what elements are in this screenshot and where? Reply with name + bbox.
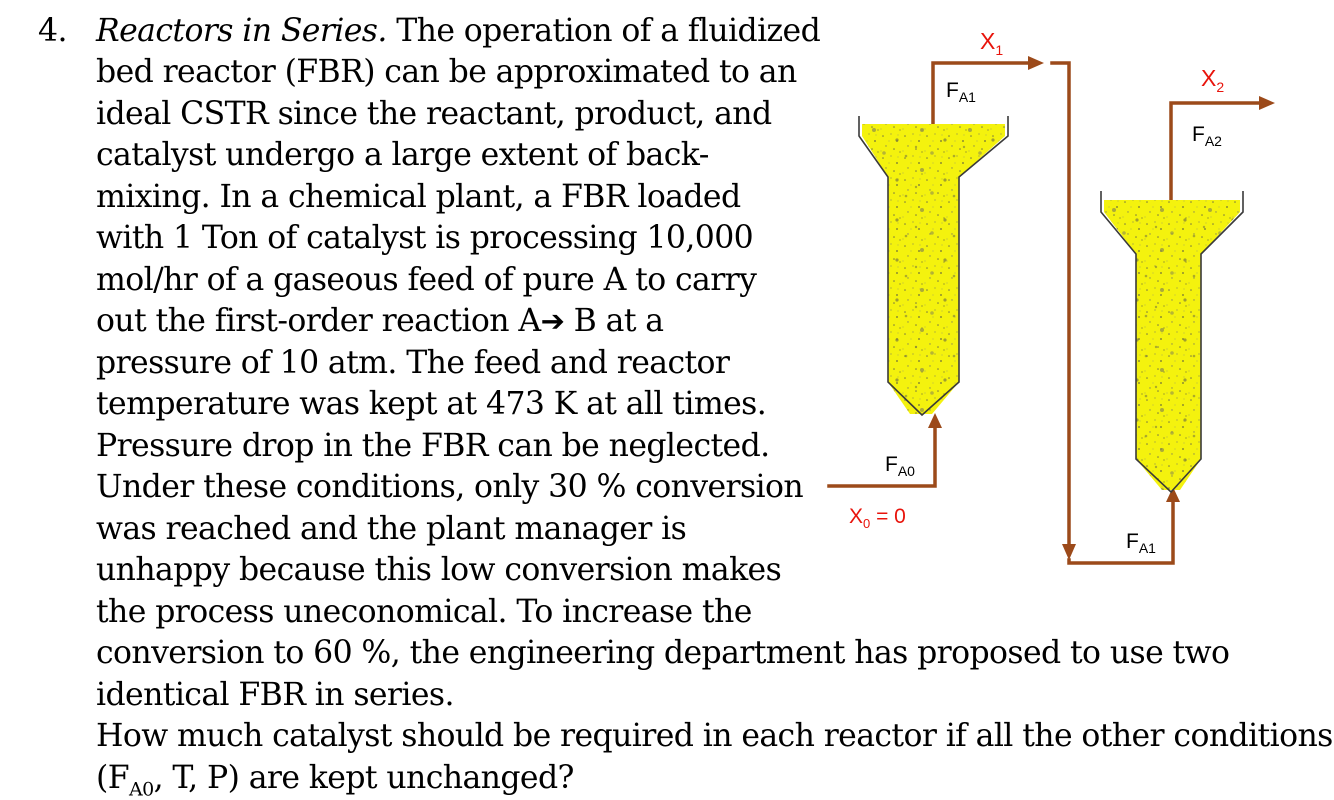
problem-line-text: The operation of a fluidized xyxy=(396,13,821,49)
problem-line: mixing. In a chemical plant, a FBR loaded xyxy=(96,179,741,215)
interstage-down-arrowhead xyxy=(1062,544,1076,560)
problem-line: Under these conditions, only 30 % conversion xyxy=(96,469,804,505)
problem-line-text: B at a xyxy=(564,303,664,339)
problem-line: ideal CSTR since the reactant, product, and xyxy=(96,96,772,132)
fa1-top-label xyxy=(946,79,976,105)
fa1-top-symbol: F xyxy=(946,79,959,102)
x0-symbol: X xyxy=(849,505,864,528)
problem-line: pressure of 10 atm. The feed and reactor xyxy=(96,345,730,381)
reactor-1 xyxy=(859,116,1008,415)
x1-symbol: X xyxy=(980,28,996,54)
feed-arrowhead xyxy=(928,413,942,428)
problem-line: unhappy because this low conversion makes xyxy=(96,552,782,588)
outlet2-arrowhead xyxy=(1259,96,1275,110)
interstage-pipe xyxy=(1052,63,1069,545)
problem-line: mol/hr of a gaseous feed of pure A to carry xyxy=(96,262,757,298)
outlet1-arrowhead xyxy=(1028,56,1044,70)
x0-value: = 0 xyxy=(870,505,906,528)
problem-line: bed reactor (FBR) can be approximated to an xyxy=(96,54,797,90)
x1-subscript: 1 xyxy=(995,42,1004,58)
problem-line: identical FBR in series. xyxy=(96,677,454,713)
fa2-label xyxy=(1192,123,1222,149)
reactor2-feed-pipe xyxy=(1069,500,1173,563)
fa0-label xyxy=(885,453,915,479)
x0-label xyxy=(849,505,906,531)
problem-line: Pressure drop in the FBR can be neglected. xyxy=(96,428,770,464)
problem-line: catalyst undergo a large extent of back- xyxy=(96,137,709,173)
problem-number: 4. xyxy=(38,13,67,49)
problem-line: conversion to 60 %, the engineering department has proposed to use two xyxy=(96,635,1230,671)
fa1-top-subscript: A1 xyxy=(958,89,976,105)
problem-line-text: out the first-order reaction A xyxy=(96,303,541,339)
fa0-subscript: A0 xyxy=(897,463,915,479)
problem-line: temperature was kept at 473 K at all times. xyxy=(96,386,767,422)
reactor2-outlet-pipe xyxy=(1171,103,1260,200)
fa1-bottom-subscript: A1 xyxy=(1138,540,1156,556)
fa2-symbol: F xyxy=(1192,123,1205,146)
problem-line: with 1 Ton of catalyst is processing 10,000 xyxy=(96,220,754,256)
x2-symbol: X xyxy=(1201,65,1217,91)
x0-subscript: 0 xyxy=(863,516,871,531)
feed-pipe xyxy=(829,426,935,486)
reaction-arrow-icon: ➔ xyxy=(540,304,565,338)
x1-label xyxy=(980,28,1003,58)
fa0-symbol: F xyxy=(885,453,898,476)
problem-line-text: (F xyxy=(96,760,129,796)
problem-title: Reactors in Series. xyxy=(96,13,387,49)
reactor-2 xyxy=(1101,191,1243,492)
problem-line: How much catalyst should be required in each reactor if all the other conditions xyxy=(96,718,1333,754)
fa1-bottom-symbol: F xyxy=(1126,530,1139,553)
problem-line: the process uneconomical. To increase the xyxy=(96,594,752,630)
problem-line-subscript: A0 xyxy=(128,778,154,800)
x2-subscript: 2 xyxy=(1216,79,1225,95)
problem-line: was reached and the plant manager is xyxy=(96,511,687,547)
fa1-bottom-label xyxy=(1126,530,1156,556)
x2-label xyxy=(1201,65,1224,95)
fa2-subscript: A2 xyxy=(1204,133,1222,149)
problem-line-text: , T, P) are kept unchanged? xyxy=(153,760,574,796)
